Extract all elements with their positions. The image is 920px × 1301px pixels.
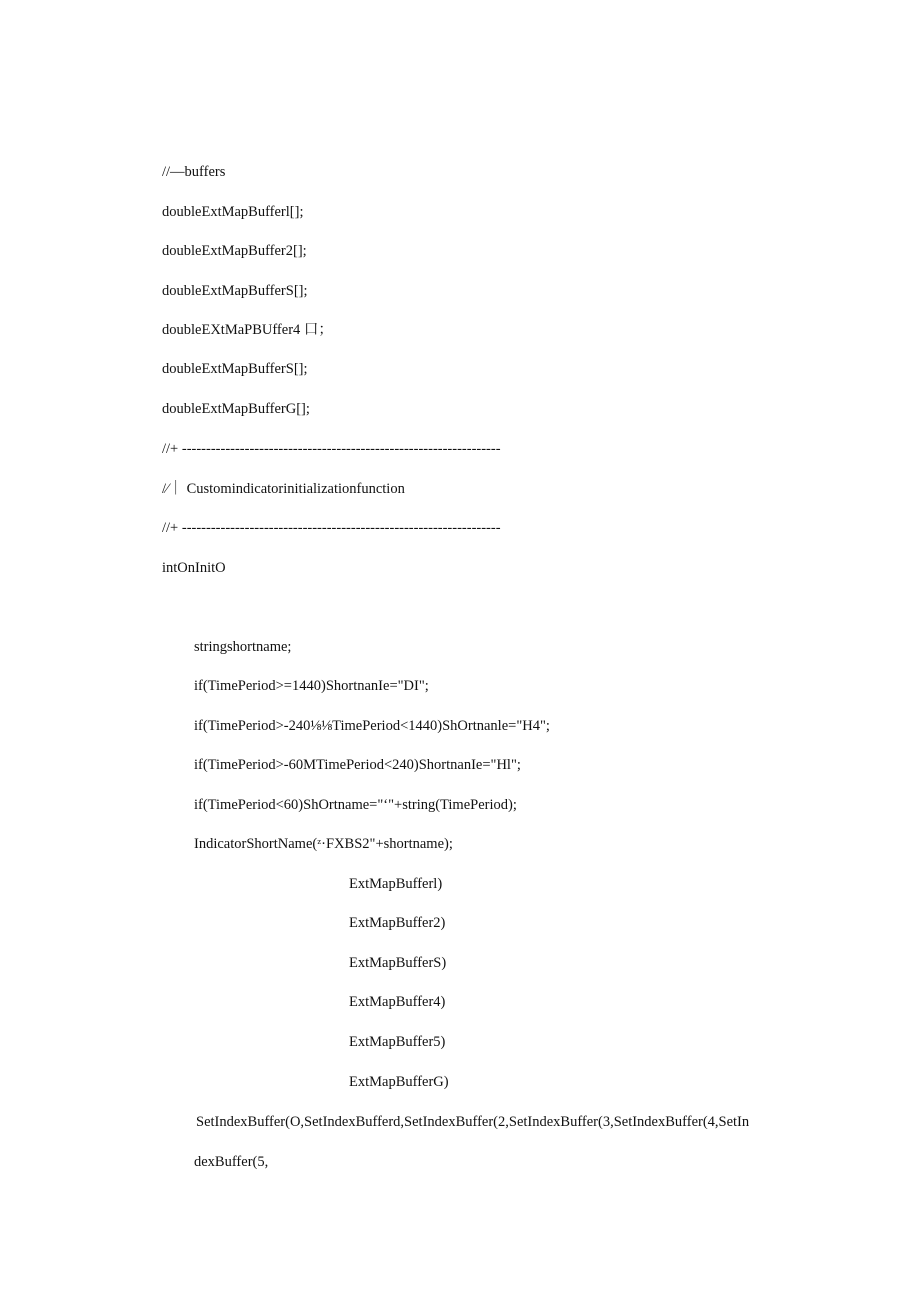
code-line-buffer-6: doubleExtMapBufferG[]; xyxy=(162,401,310,417)
code-line-extmap-6: ExtMapBufferG) xyxy=(349,1074,449,1090)
code-line-if-h1: if(TimePeriod>-60MTimePeriod<240)ShortnanIe="Hl"; xyxy=(194,757,521,773)
code-line-set-index-buffer-cont: dexBuffer(5, xyxy=(194,1154,269,1170)
code-line-extmap-1: ExtMapBufferl) xyxy=(349,876,443,892)
code-line-buffer-3: doubleExtMapBufferS[]; xyxy=(162,283,308,299)
code-line-buffer-4: doubleEXtMaPBUffer4 口； xyxy=(162,322,333,338)
code-line-buffer-1: doubleExtMapBufferl[]; xyxy=(162,204,304,220)
code-line-if-minutes: if(TimePeriod<60)ShOrtname="‘"+string(TimePeriod); xyxy=(194,797,517,813)
code-line-comment-init: /⁄｜ Customindicatorinitializationfunction xyxy=(162,481,405,497)
code-line-comment-buffers: //—buffers xyxy=(162,164,226,180)
code-line-separator-top: //+ ------------------------------------------------------------------ xyxy=(162,441,501,457)
code-line-separator-bottom: //+ ------------------------------------------------------------------ xyxy=(162,520,501,536)
code-line-shortname-decl: stringshortname; xyxy=(194,639,292,655)
code-line-indicator-short-name: IndicatorShortName(ᶻ·FXBS2"+shortname); xyxy=(194,836,453,852)
code-line-set-index-buffer: SetIndexBuffer(O,SetIndexBufferd,SetIndexBuffer(2,SetIndexBuffer(3,SetIndexBuffer(4,SetIn xyxy=(196,1114,750,1130)
code-line-if-d1: if(TimePeriod>=1440)ShortnanIe="DI"; xyxy=(194,678,429,694)
code-line-extmap-2: ExtMapBuffer2) xyxy=(349,915,446,931)
code-line-extmap-5: ExtMapBuffer5) xyxy=(349,1034,446,1050)
code-line-oninit: intOnInitO xyxy=(162,560,226,576)
code-line-extmap-3: ExtMapBufferS) xyxy=(349,955,447,971)
code-line-extmap-4: ExtMapBuffer4) xyxy=(349,994,446,1010)
code-line-if-h4: if(TimePeriod>-240⅛⅛TimePeriod<1440)ShOrtnanle="H4"; xyxy=(194,718,550,734)
code-line-buffer-2: doubleExtMapBuffer2[]; xyxy=(162,243,307,259)
code-line-buffer-5: doubleExtMapBufferS[]; xyxy=(162,361,308,377)
